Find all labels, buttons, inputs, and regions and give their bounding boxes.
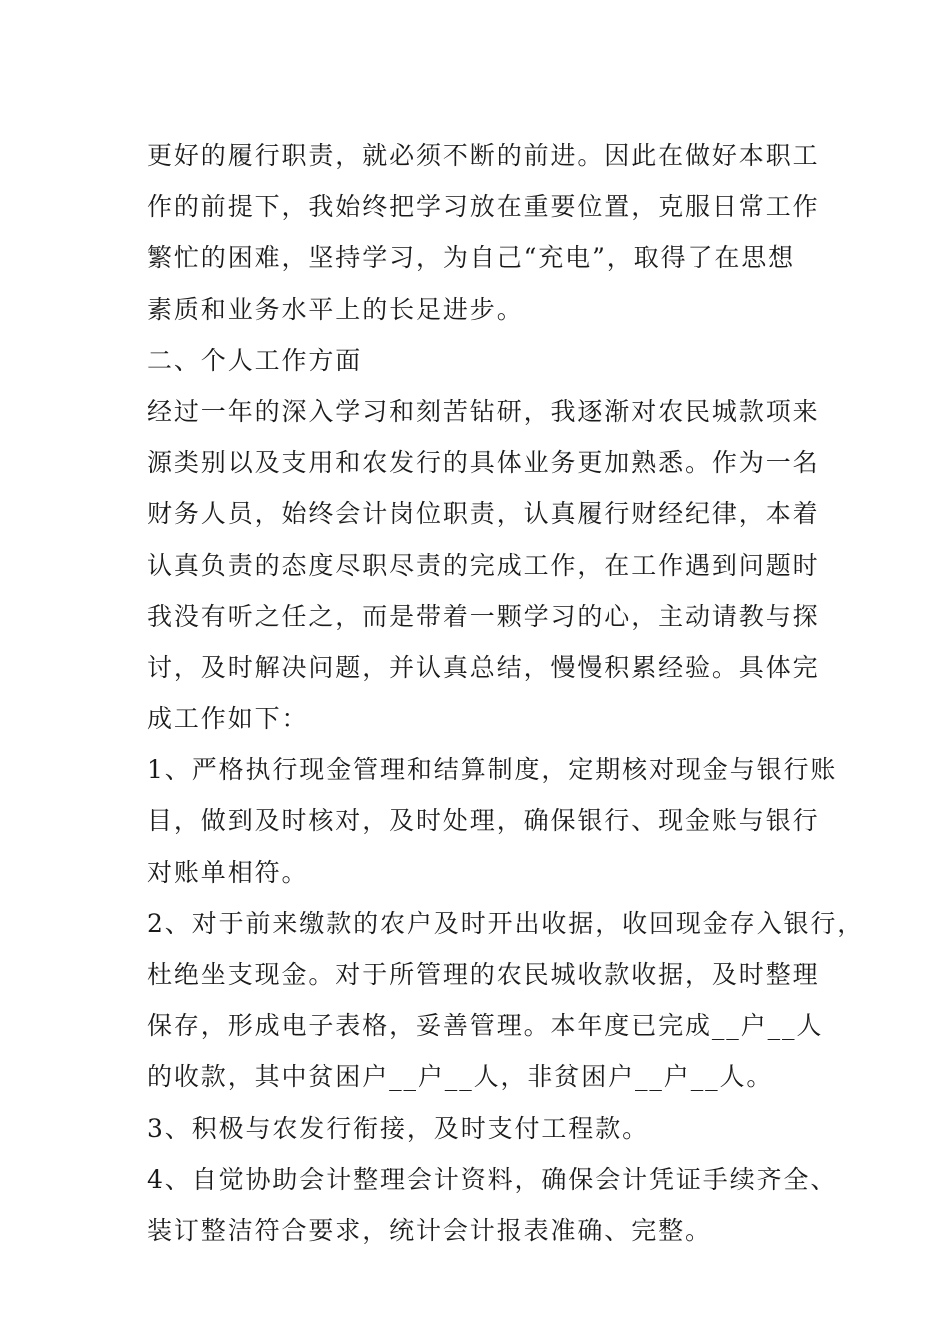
text-line: 源类别以及支用和农发行的具体业务更加熟悉。作为一名 [147,448,820,478]
text-line: 讨，及时解决问题，并认真总结，慢慢积累经验。具体完 [147,652,820,682]
text-line: 对账单相符。 [147,857,309,887]
text-line: 作的前提下，我始终把学习放在重要位置，克服日常工作 [147,192,820,222]
text-line: 繁忙的困难，坚持学习，为自己“充电”，取得了在思想 [147,243,796,273]
document-body [147,130,865,1256]
text-line: 经过一年的深入学习和刻苦钻研，我逐渐对农民城款项来 [147,396,820,426]
text-line: 目，做到及时核对，及时处理，确保银行、现金账与银行 [147,806,820,836]
text-line: 杜绝坐支现金。对于所管理的农民城收款收据，及时整理 [147,960,820,989]
text-line: 装订整洁符合要求，统计会计报表准确、完整。 [147,1215,712,1245]
text-line: 财务人员，始终会计岗位职责，认真履行财经纪律，本着 [147,499,820,529]
text-line: 保存，形成电子表格，妥善管理。本年度已完成__户__人 [147,1011,824,1041]
text-line: 更好的履行职责，就必须不断的前进。因此在做好本职工 [147,141,820,170]
section-heading: 二、个人工作方面 [147,345,363,375]
list-item-3: 3、积极与农发行衔接，及时支付工程款。 [147,1113,650,1143]
list-item-2: 2、对于前来缴款的农户及时开出收据，收回现金存入银行， [147,908,865,938]
text-line: 认真负责的态度尽职尽责的完成工作，在工作遇到问题时 [147,550,820,580]
list-item-4: 4、自觉协助会计整理会计资料，确保会计凭证手续齐全、 [147,1164,838,1194]
text-line: 成工作如下： [147,704,309,734]
text-line: 的收款，其中贫困户__户__人，非贫困户__户__人。 [147,1062,774,1092]
text-line: 我没有听之任之，而是带着一颗学习的心，主动请教与探 [147,601,820,631]
list-item-1: 1、严格执行现金管理和结算制度，定期核对现金与银行账 [147,755,838,785]
text-line: 素质和业务水平上的长足进步。 [147,294,524,324]
